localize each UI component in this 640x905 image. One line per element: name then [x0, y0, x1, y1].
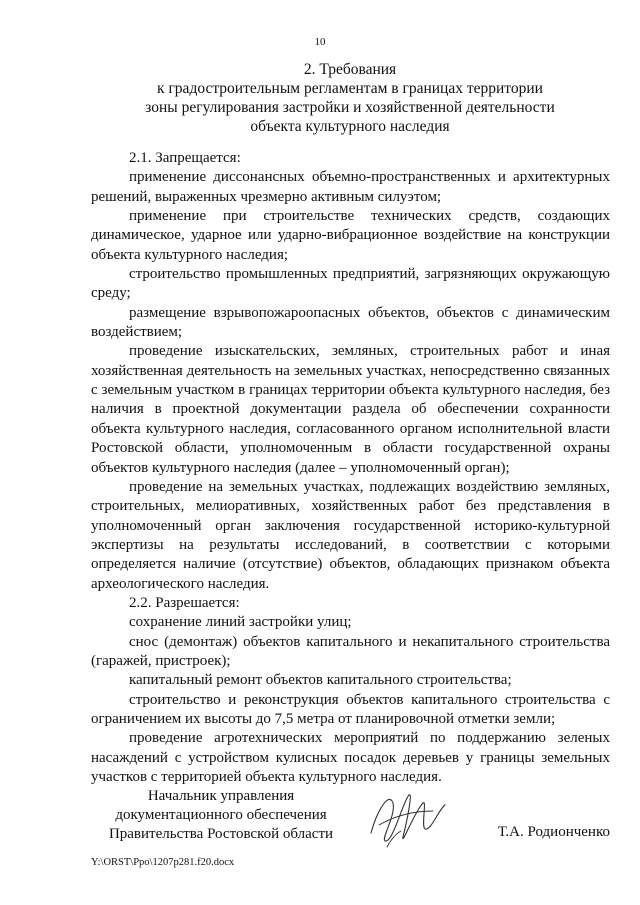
file-path: Y:\ORST\Ppo\1207p281.f20.docx — [91, 857, 235, 868]
paragraph: снос (демонтаж) объектов капитального и некапитального строительства (гаражей, пристроек); — [91, 633, 610, 669]
heading-line: 2. Требования — [303, 61, 397, 78]
paragraph: сохранение линий застройки улиц; — [129, 614, 352, 631]
paragraph: строительство и реконструкция объектов капитального строительства с ограничением их высоты до 7,5 метра от планировочной отметки земли; — [91, 691, 610, 727]
paragraph: применение при строительстве технических средств, создающих динамическое, ударное или ударно-вибрационное воздействие на конструкции объекта культурного наследия; — [91, 208, 610, 263]
paragraph: размещение взрывопожароопасных объектов, объектов с динамическим воздействием; — [91, 304, 610, 341]
paragraph: строительство промышленных предприятий, загрязняющих окружающую среду; — [91, 266, 610, 302]
heading-line: объекта культурного наследия — [250, 118, 450, 135]
signatory-title-line: Правительства Ростовской области — [108, 826, 334, 842]
signatory-name: Т.А. Родионченко — [497, 824, 610, 840]
signatory-title-line: Начальник управления — [147, 788, 295, 804]
paragraph: проведение изыскательских, земляных, строительных работ и иная хозяйственная деятельность на земельных участках, непосредственно связанных с земельным участком в границах территории объекта культурного наследия, без наличия в проектной документации раздела об обеспечении сохранности объекта культурного наследия, согласованного органом исполнительной власти Ростовской области, уполномоченным в области государственной охраны объектов культурного наследия (далее – уполномоченный орган); — [91, 343, 610, 476]
signatory-title-line: документационного обеспечения — [115, 807, 327, 823]
page-number: 10 — [314, 36, 326, 48]
paragraph: применение диссонансных объемно-пространственных и архитектурных решений, выраженных чрезмерно активным силуэтом; — [91, 169, 610, 205]
paragraph-prohibited-heading: 2.1. Запрещается: — [129, 150, 241, 166]
handwritten-signature — [363, 781, 453, 861]
paragraph: проведение на земельных участках, подлежащих воздействию земляных, строительных, мелиоративных, хозяйственных работ без представления в уполномоченный орган заключения государственной историко-культурной экспертизы на результаты исследований, в соответствии с которыми определяется наличие (отсутствие) объектов, обладающих признаком объекта археологического наследия. — [91, 478, 610, 592]
section-heading — [0, 60, 640, 136]
heading-line: зоны регулирования застройки и хозяйственной деятельности — [145, 99, 555, 116]
paragraph-permitted-heading: 2.2. Разрешается: — [129, 594, 240, 611]
paragraph: проведение агротехнических мероприятий по поддержанию зеленых насаждений с устройством кулисных посадок деревьев у границы земельных участков с территорией объекта культурного наследия. — [91, 730, 610, 785]
signatory-title — [91, 787, 351, 844]
document-body — [91, 149, 610, 787]
heading-line: к градостроительным регламентам в границах территории — [157, 80, 543, 97]
paragraph: капитальный ремонт объектов капитального строительства; — [129, 672, 512, 689]
